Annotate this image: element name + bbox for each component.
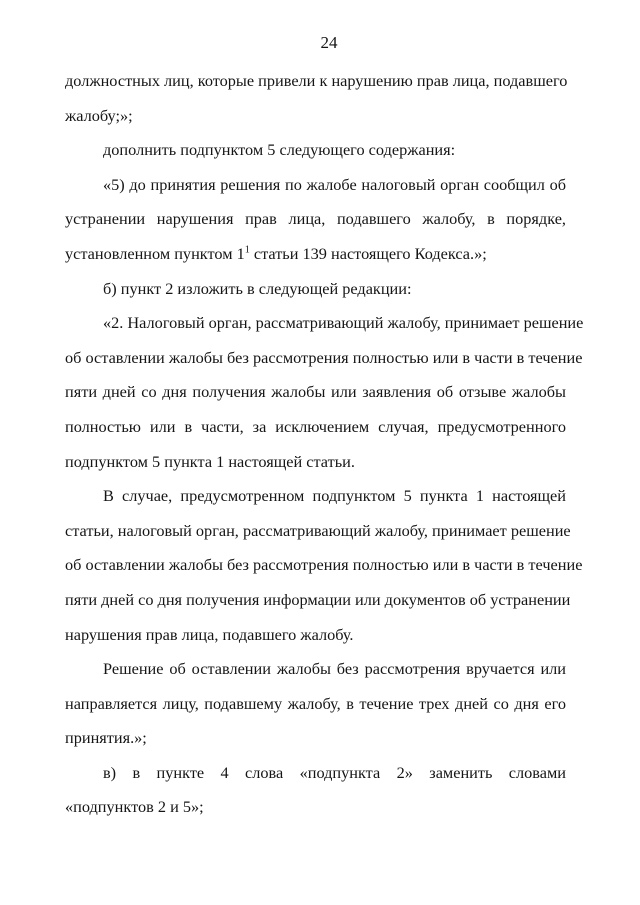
text-line: должностных лиц, которые привели к нарушению прав лица, подавшего [65, 71, 568, 90]
paragraph [65, 652, 566, 756]
superscript: 1 [244, 244, 250, 256]
text-line: направляется лицу, подавшему жалобу, в течение трех дней со дня его [65, 693, 566, 713]
paragraph [65, 306, 584, 479]
text-line: устранении нарушения прав лица, подавшего жалобу, в порядке, [65, 209, 566, 229]
text-segment: статьи 139 настоящего Кодекса.»; [249, 243, 487, 263]
paragraph [65, 133, 566, 168]
text-line: пяти дней со дня получения информации или документов об устранении [65, 589, 571, 609]
text-line: «подпунктов 2 и 5»; [65, 797, 204, 817]
text-line: принятия.»; [65, 728, 147, 748]
page-number: 24 [320, 33, 338, 52]
paragraph [65, 272, 566, 307]
text-line: об оставлении жалобы без рассмотрения полностью или в части в течение [65, 347, 583, 367]
text-line: полностью или в части, за исключением случая, предусмотренного [65, 416, 566, 436]
text-line: б) пункт 2 изложить в следующей редакции: [103, 278, 412, 298]
paragraph [65, 756, 566, 825]
text-line: в) в пункте 4 слова «подпункта 2» заменить словами [103, 762, 566, 782]
text-line [65, 237, 566, 272]
text-line: Решение об оставлении жалобы без рассмотрения вручается или [103, 659, 566, 679]
text-line: «2. Налоговый орган, рассматривающий жалобу, принимает решение [103, 313, 584, 333]
paragraph [65, 479, 583, 652]
text-line: «5) до принятия решения по жалобе налоговый орган сообщил об [103, 174, 566, 194]
paragraph [65, 168, 566, 272]
document-body [65, 64, 584, 825]
text-line: пяти дней со дня получения жалобы или заявления об отзыве жалобы [65, 382, 566, 402]
paragraph [65, 64, 566, 133]
text-line: В случае, предусмотренном подпунктом 5 пункта 1 настоящей [103, 486, 566, 506]
text-segment: установленном пунктом 1 [65, 243, 245, 263]
text-line: дополнить подпунктом 5 следующего содержания: [103, 140, 456, 160]
text-line: статьи, налоговый орган, рассматривающий жалобу, принимает решение [65, 520, 571, 540]
text-line: об оставлении жалобы без рассмотрения полностью или в части в течение [65, 555, 583, 575]
text-line: подпунктом 5 пункта 1 настоящей статьи. [65, 451, 355, 471]
text-line: жалобу;»; [65, 105, 133, 125]
text-line: нарушения прав лица, подавшего жалобу. [65, 624, 354, 644]
